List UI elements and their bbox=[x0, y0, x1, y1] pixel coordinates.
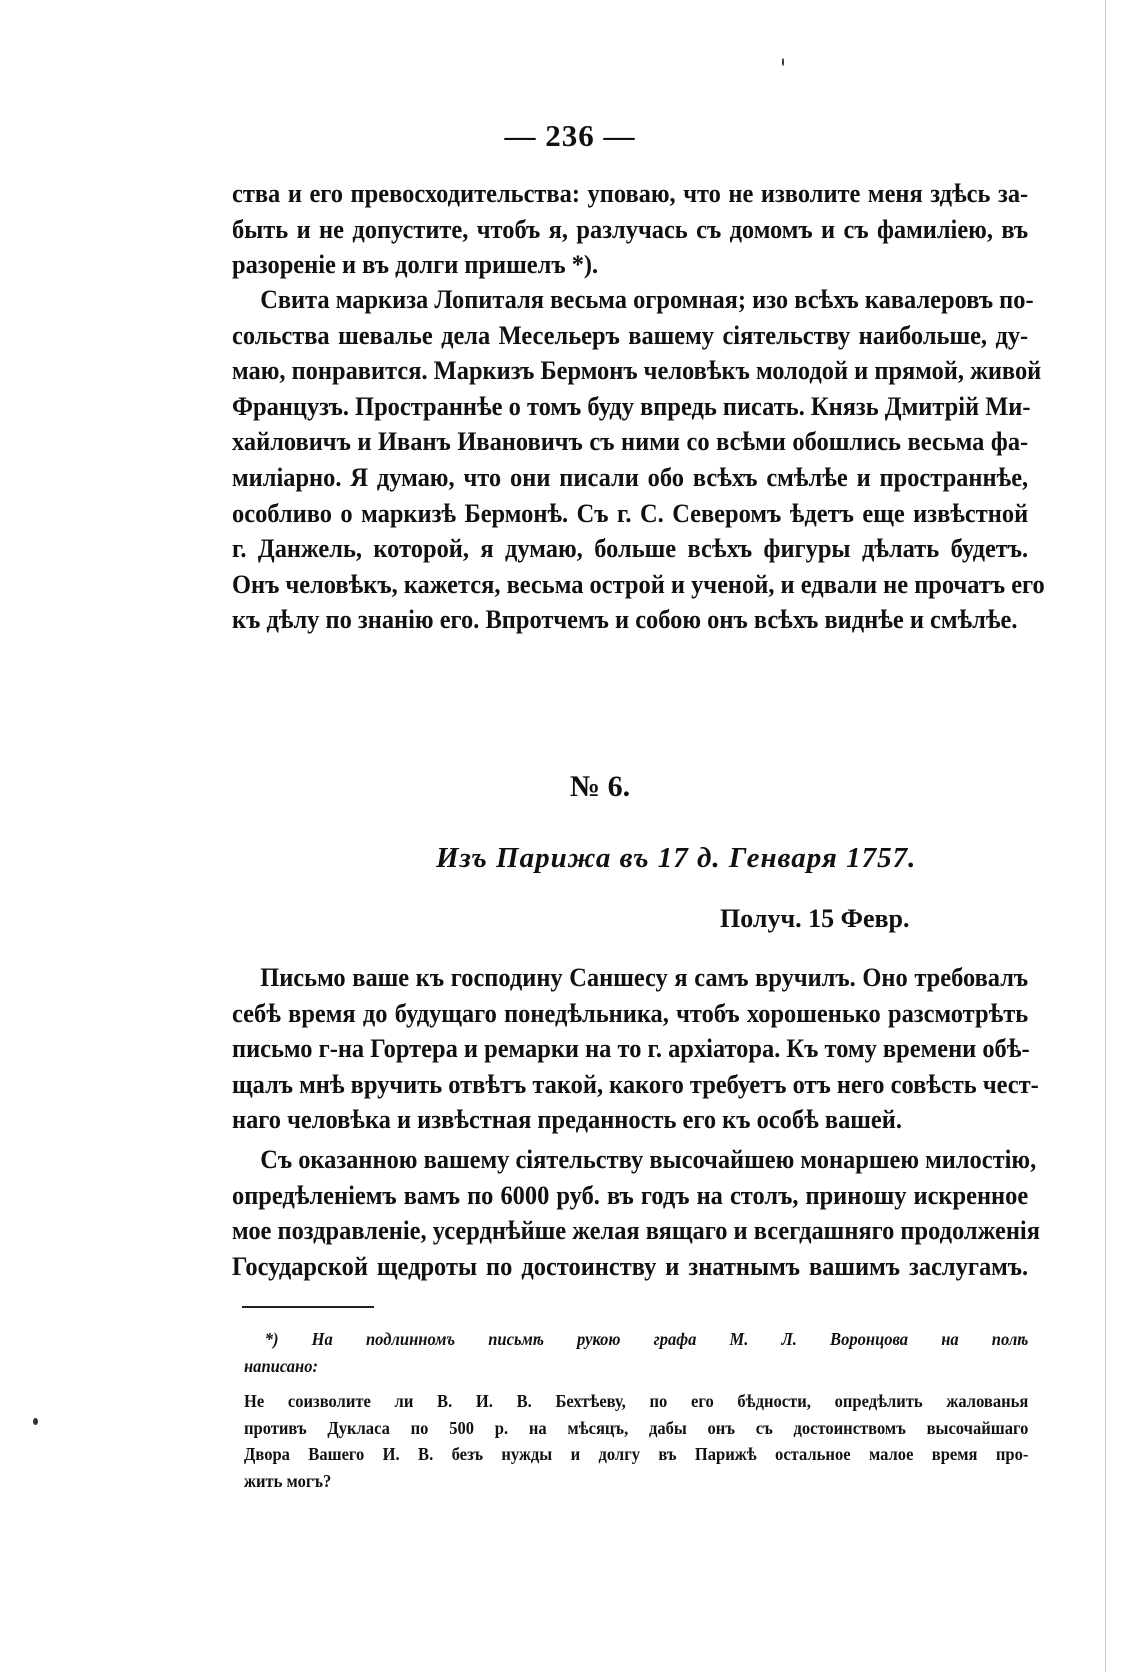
footnote-divider bbox=[242, 1306, 374, 1308]
text-line: Съ оказанною вашему сіятельству высочайшею монаршею милостію, bbox=[260, 1145, 1037, 1174]
letter-number-heading: № 6. bbox=[569, 770, 631, 803]
footnote-line: жить могъ? bbox=[244, 1470, 332, 1491]
text-line: наго человѣка и извѣстная преданность его къ особѣ вашей. bbox=[232, 1105, 902, 1135]
footnote-line: написано: bbox=[244, 1355, 318, 1376]
text-line: себѣ время до будущаго понедѣльника, чтобъ хорошенько разсмотрѣть bbox=[232, 998, 1029, 1028]
paragraph-continuation bbox=[232, 176, 1028, 283]
received-note: Получ. 15 Февр. bbox=[720, 904, 910, 933]
text-line: Французъ. Пространнѣе о томъ буду впредь писать. Князь Дмитрій Ми- bbox=[232, 391, 1031, 421]
text-line: сольства шевалье дела Месельеръ вашему сіятельству наибольше, ду- bbox=[232, 320, 1029, 350]
footnote-note bbox=[244, 1326, 1028, 1379]
text-line: щалъ мнѣ вручить отвѣтъ такой, какого требуетъ отъ него совѣсть чест- bbox=[232, 1069, 1039, 1099]
text-line: особливо о маркизѣ Бермонѣ. Съ г. С. Северомъ ѣдетъ еще извѣстной bbox=[232, 498, 1029, 528]
page-number: — 236 — bbox=[504, 118, 636, 153]
text-line: опредѣленіемъ вамъ по 6000 руб. въ годъ на столъ, приношу искренное bbox=[232, 1180, 1029, 1210]
footnote-line: Двора Вашего И. В. безъ нужды и долгу въ Парижѣ остальное малое время про- bbox=[244, 1444, 1029, 1464]
text-line: Письмо ваше къ господину Саншесу я самъ вручилъ. Оно требовалъ bbox=[260, 963, 1029, 992]
footnote-line: противъ Дукласа по 500 р. на мѣсяцъ, дабы онъ съ достоинствомъ высочайшаго bbox=[244, 1417, 1029, 1438]
text-line: къ дѣлу по знанію его. Впротчемъ и собою онъ всѣхъ виднѣе и смѣлѣе. bbox=[232, 605, 1018, 635]
text-line: ства и его превосходительства: уповаю, что не изволите меня здѣсь за- bbox=[232, 179, 1029, 208]
text-line: разореніе и въ долги пришелъ *). bbox=[232, 250, 599, 280]
scan-speck bbox=[33, 1418, 38, 1425]
text-line: Онъ человѣкъ, кажется, весьма острой и ученой, и едвали не прочатъ его bbox=[232, 569, 1045, 599]
text-line: хайловичъ и Иванъ Ивановичъ съ ними со всѣми обошлись весьма фа- bbox=[232, 427, 1029, 457]
text-line: Государской щедроты по достоинству и знатнымъ вашимъ заслугамъ. bbox=[232, 1251, 1029, 1281]
footnote-line: *) На подлинномъ письмѣ рукою графа М. Л. Воронцова на полѣ bbox=[264, 1329, 1029, 1349]
text-line: Свита маркиза Лопиталя весьма огромная; изо всѣхъ кавалеровъ по- bbox=[260, 285, 1034, 314]
footnote-quote bbox=[244, 1388, 1028, 1494]
text-line: письмо г-на Гортера и ремарки на то г. архіатора. Къ тому времени обѣ- bbox=[232, 1034, 1030, 1064]
paragraph-congratulation bbox=[232, 1142, 1040, 1284]
text-line: мое поздравленіе, усерднѣйше желая вящаго и всегдашняго продолженія bbox=[232, 1216, 1040, 1246]
paragraph-suite bbox=[232, 282, 1045, 638]
page-edge-line bbox=[1105, 0, 1106, 1672]
text-line: маю, понравится. Маркизъ Бермонъ человѣкъ молодой и прямой, живой bbox=[232, 356, 1042, 386]
text-line: миліарно. Я думаю, что они писали обо всѣхъ смѣлѣе и пространнѣе, bbox=[232, 462, 1029, 492]
text-line: г. Данжель, которой, я думаю, больше всѣхъ фигуры дѣлать будетъ. bbox=[232, 534, 1029, 564]
scan-speck bbox=[782, 58, 784, 66]
paragraph-letter-body bbox=[232, 960, 1039, 1138]
text-line: быть и не допустите, чтобъ я, разлучась съ домомъ и съ фамиліею, въ bbox=[232, 214, 1029, 244]
footnote-line: Не соизволите ли В. И. В. Бехтѣеву, по его бѣдности, опредѣлить жалованья bbox=[244, 1391, 1029, 1411]
letter-dateline: Изъ Парижа въ 17 д. Генваря 1757. bbox=[436, 842, 917, 874]
